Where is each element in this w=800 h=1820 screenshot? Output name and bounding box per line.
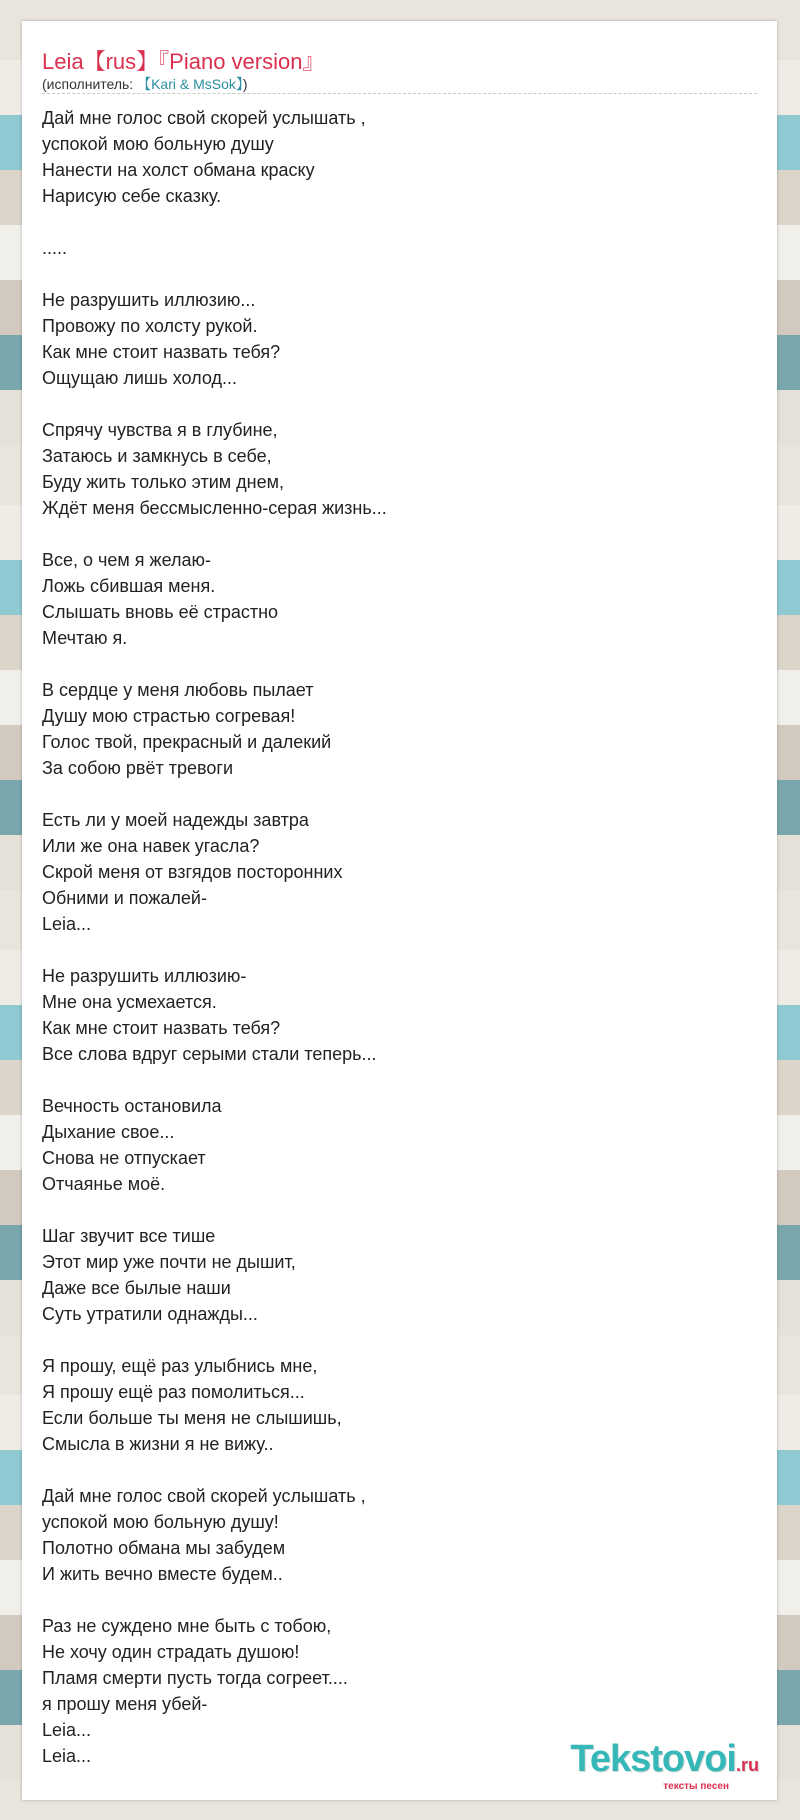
lyrics-line: Даже все былые наши <box>42 1278 231 1298</box>
lyrics-line: В сердце у меня любовь пылает <box>42 680 314 700</box>
lyrics-line: Буду жить только этим днем, <box>42 472 284 492</box>
lyrics-stanza <box>42 1223 742 1327</box>
lyrics-line: Как мне стоит назвать тебя? <box>42 1018 281 1038</box>
lyrics-card <box>22 21 777 1800</box>
lyrics-line: Скрой меня от взгядов посторонних <box>42 862 343 882</box>
lyrics-stanza <box>42 677 742 781</box>
logo-tagline: тексты песен <box>663 1781 729 1792</box>
lyrics-line: Слышать вновь её страстно <box>42 602 279 622</box>
lyrics-line: Отчаянье моё. <box>42 1174 166 1194</box>
lyrics-line: Дыхание свое... <box>42 1122 175 1142</box>
lyrics-stanza <box>42 235 742 261</box>
artist-link[interactable]: 【Kari & MsSok】 <box>137 76 243 92</box>
lyrics-line: Не разрушить иллюзию... <box>42 290 256 310</box>
lyrics-stanza <box>42 417 742 521</box>
lyrics-text <box>42 105 742 1795</box>
lyrics-line: Смысла в жизни я не вижу.. <box>42 1434 274 1454</box>
lyrics-line: Вечность остановила <box>42 1096 222 1116</box>
logo-main-text: Tekstovoi <box>570 1738 736 1780</box>
logo-tld: .ru <box>735 1755 759 1775</box>
lyrics-line: Этот мир уже почти не дышит, <box>42 1252 296 1272</box>
lyrics-stanza <box>42 1483 742 1587</box>
lyrics-line: Суть утратили однажды... <box>42 1304 258 1324</box>
lyrics-line: Ощущаю лишь холод... <box>42 368 237 388</box>
lyrics-line: Не разрушить иллюзию- <box>42 966 247 986</box>
lyrics-line: Дай мне голос свой скорей услышать , <box>42 1486 366 1506</box>
lyrics-line: Я прошу, ещё раз улыбнись мне, <box>42 1356 318 1376</box>
song-title: Leia【rus】『Piano version』 <box>42 49 325 74</box>
lyrics-line: Если больше ты меня не слышишь, <box>42 1408 342 1428</box>
lyrics-line: Мечтаю я. <box>42 628 128 648</box>
lyrics-stanza <box>42 105 742 209</box>
lyrics-line: Нанести на холст обмана краску <box>42 160 315 180</box>
artist-prefix: (исполнитель: <box>42 76 138 92</box>
lyrics-stanza <box>42 963 742 1067</box>
lyrics-line: успокой мою больную душу <box>42 134 274 154</box>
lyrics-stanza <box>42 287 742 391</box>
lyrics-line: Обними и пожалей- <box>42 888 207 908</box>
lyrics-line: Снова не отпускает <box>42 1148 206 1168</box>
lyrics-line: Мне она усмехается. <box>42 992 217 1012</box>
lyrics-line: Нарисую себе сказку. <box>42 186 222 206</box>
lyrics-stanza <box>42 1093 742 1197</box>
lyrics-line: Есть ли у моей надежды завтра <box>42 810 309 830</box>
lyrics-line: успокой мою больную душу! <box>42 1512 279 1532</box>
lyrics-line: Leia... <box>42 1746 92 1766</box>
logo-wordmark <box>570 1740 759 1784</box>
lyrics-line: Ждёт меня бессмысленно-серая жизнь... <box>42 498 387 518</box>
lyrics-line: Дай мне голос свой скорей услышать , <box>42 108 366 128</box>
lyrics-line: Как мне стоит назвать тебя? <box>42 342 281 362</box>
lyrics-line: За собою рвёт тревоги <box>42 758 234 778</box>
lyrics-line: Не хочу один страдать душою! <box>42 1642 300 1662</box>
lyrics-line: Голос твой, прекрасный и далекий <box>42 732 332 752</box>
lyrics-stanza <box>42 547 742 651</box>
lyrics-stanza <box>42 807 742 937</box>
lyrics-line: я прошу меня убей- <box>42 1694 208 1714</box>
lyrics-line: Leia... <box>42 914 92 934</box>
artist-suffix: ) <box>242 76 248 92</box>
lyrics-line: Все слова вдруг серыми стали теперь... <box>42 1044 377 1064</box>
title-divider <box>42 93 757 94</box>
lyrics-stanza <box>42 1353 742 1457</box>
lyrics-line: Ложь сбившая меня. <box>42 576 216 596</box>
lyrics-line: ..... <box>42 238 68 258</box>
lyrics-line: Я прошу ещё раз помолиться... <box>42 1382 305 1402</box>
site-logo[interactable] <box>570 1740 759 1792</box>
lyrics-line: Провожу по холсту рукой. <box>42 316 258 336</box>
lyrics-line: Шаг звучит все тише <box>42 1226 216 1246</box>
lyrics-line: И жить вечно вместе будем.. <box>42 1564 283 1584</box>
lyrics-line: Раз не суждено мне быть с тобою, <box>42 1616 332 1636</box>
lyrics-line: Затаюсь и замкнусь в себе, <box>42 446 272 466</box>
lyrics-line: Leia... <box>42 1720 92 1740</box>
lyrics-line: Пламя смерти пусть тогда согреет.... <box>42 1668 348 1688</box>
lyrics-line: Спрячу чувства я в глубине, <box>42 420 278 440</box>
lyrics-line: Полотно обмана мы забудем <box>42 1538 286 1558</box>
lyrics-line: Все, о чем я желаю- <box>42 550 212 570</box>
lyrics-line: Или же она навек угасла? <box>42 836 260 856</box>
artist-line <box>42 74 248 94</box>
lyrics-line: Душу мою страстью согревая! <box>42 706 296 726</box>
